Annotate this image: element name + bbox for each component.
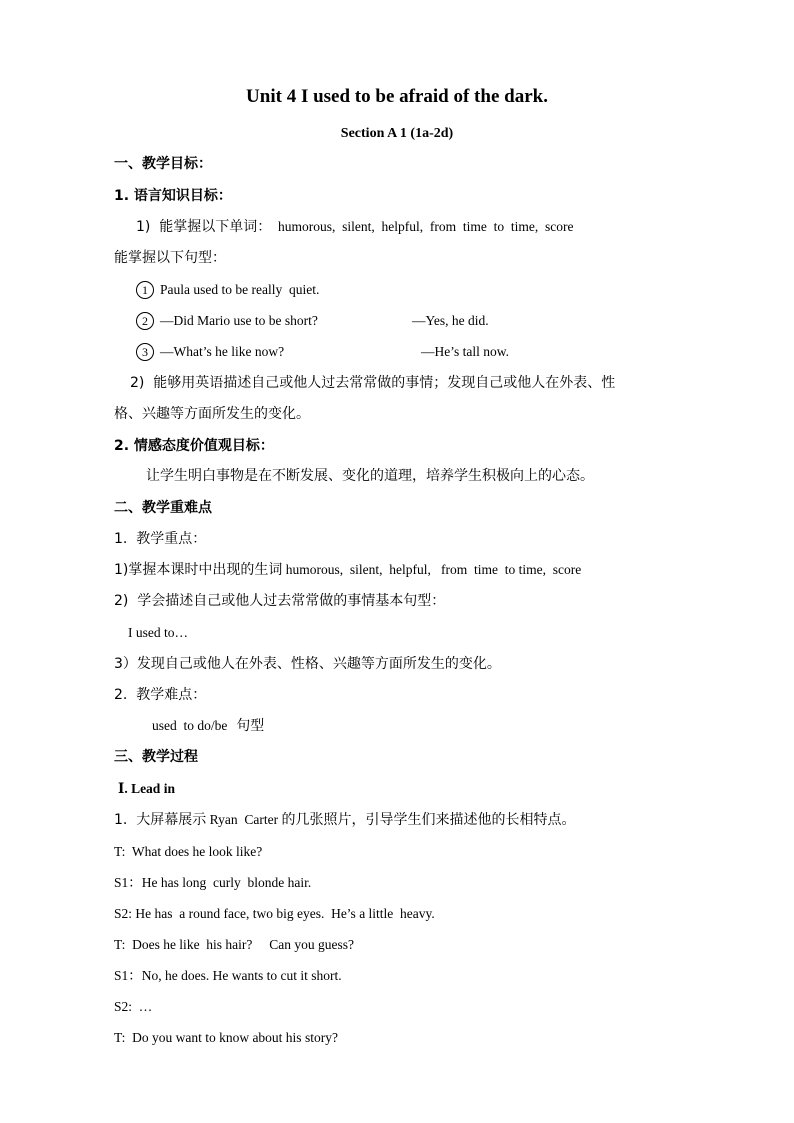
vocab-words: humorous, silent, helpful, from time to time, score xyxy=(271,219,574,234)
sentence-3-answer: —He’s tall now. xyxy=(421,344,509,359)
sentence-3-question: —What’s he like now? xyxy=(160,344,285,359)
dialogue-line-3: S2: He has a round face, two big eyes. He’s a little heavy. xyxy=(114,906,435,921)
key-point-1-prefix: 1)掌握本课时中出现的生词 xyxy=(114,562,283,578)
sentence-2-question: —Did Mario use to be short? xyxy=(160,313,318,328)
lead-in-heading: Ⅰ. Lead in xyxy=(118,781,175,796)
dialogue-line-7: T: Do you want to know about his story? xyxy=(114,1030,338,1045)
number-circle: 1 xyxy=(136,281,154,299)
unit-title: Unit 4 I used to be afraid of the dark. xyxy=(246,86,548,107)
heading-teaching-goals: 一、教学目标： xyxy=(114,156,212,172)
goal-2-line-2: 格、兴趣等方面所发生的变化。 xyxy=(114,406,310,422)
difficult-point xyxy=(152,716,264,736)
heading-key-difficult-points: 二、教学重难点 xyxy=(114,500,212,516)
number-circle: 3 xyxy=(136,343,154,361)
sentence-1 xyxy=(136,280,319,300)
key-point-1 xyxy=(114,560,581,580)
vocab-prefix: 1) 能掌握以下单词： xyxy=(136,219,272,235)
difficult-point-pattern: used to do/be xyxy=(152,718,228,733)
step-1-name: Ryan Carter xyxy=(206,812,282,827)
key-points-label: 1. 教学重点： xyxy=(114,531,207,547)
sentence-2-answer: —Yes, he did. xyxy=(412,313,489,328)
difficult-point-cn: 句型 xyxy=(227,718,265,734)
emotion-goal-text: 让学生明白事物是在不断发展、变化的道理，培养学生积极向上的心态。 xyxy=(146,468,594,484)
sentence-3 xyxy=(136,342,284,362)
heading-language-goals: 1. 语言知识目标： xyxy=(114,188,232,204)
goal-2-line-1: 2) 能够用英语描述自己或他人过去常常做的事情；发现自己或他人在外表、性 xyxy=(130,375,616,391)
key-point-3: 3）发现自己或他人在外表、性格、兴趣等方面所发生的变化。 xyxy=(114,656,501,672)
key-point-1-words: humorous, silent, helpful, from time to time, score xyxy=(282,562,582,577)
heading-teaching-process: 三、教学过程 xyxy=(114,749,198,765)
sentence-2 xyxy=(136,311,318,331)
dialogue-line-1: T: What does he look like? xyxy=(114,844,263,859)
dialogue-line-6: S2: … xyxy=(114,999,153,1014)
step-1-c: 的几张照片，引导学生们来描述他的长相特点。 xyxy=(281,812,576,828)
number-circle: 2 xyxy=(136,312,154,330)
key-point-2: 2) 学会描述自己或他人过去常常做的事情基本句型： xyxy=(114,593,446,609)
sentence-1-text: Paula used to be really quiet. xyxy=(160,282,320,297)
dialogue-line-2: S1：He has long curly blonde hair. xyxy=(114,875,312,890)
heading-emotion-goals: 2. 情感态度价值观目标： xyxy=(114,438,274,454)
key-point-2-pattern: I used to… xyxy=(128,625,188,640)
vocab-line xyxy=(136,217,573,237)
sentences-label: 能掌握以下句型： xyxy=(114,250,226,266)
difficult-points-label: 2. 教学难点： xyxy=(114,687,207,703)
section-subtitle: Section A 1 (1a-2d) xyxy=(340,126,454,141)
step-1 xyxy=(114,810,575,830)
step-1-a: 1. 大屏幕展示 xyxy=(114,812,207,828)
dialogue-line-4: T: Does he like his hair? Can you guess? xyxy=(114,937,355,952)
dialogue-line-5: S1：No, he does. He wants to cut it short. xyxy=(114,968,342,983)
